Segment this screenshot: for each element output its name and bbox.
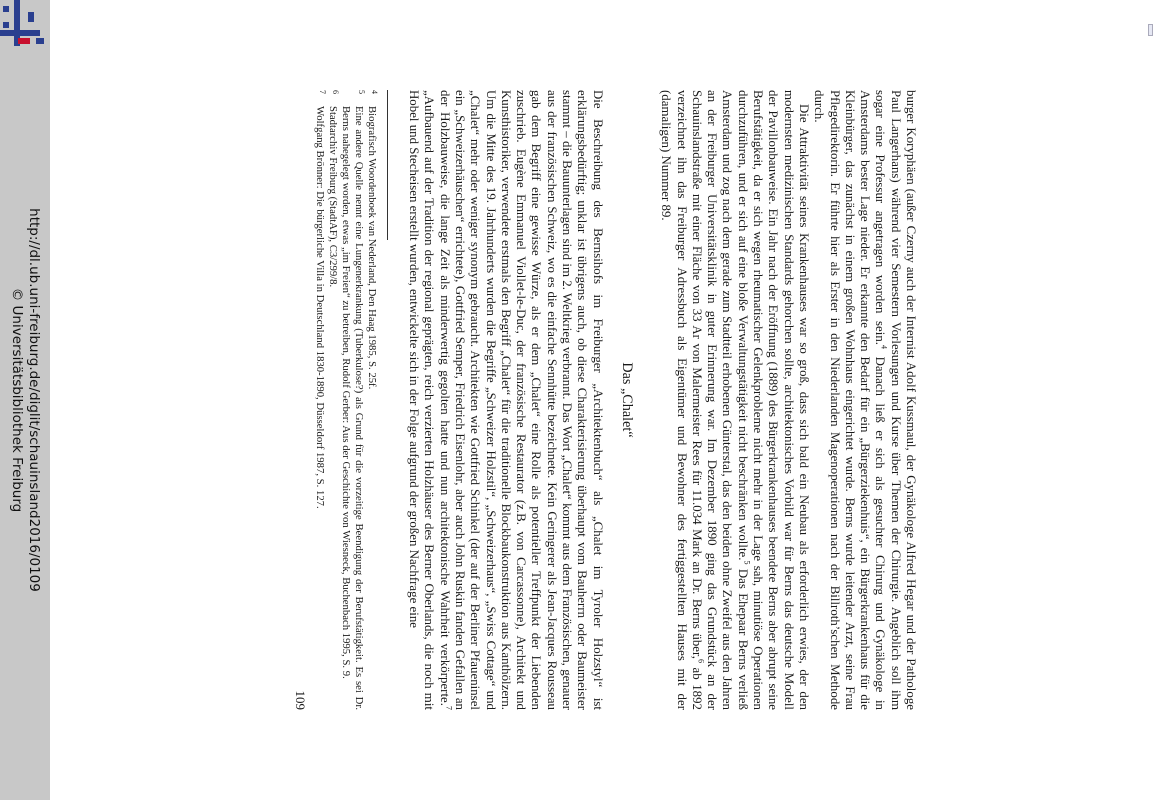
ub-freiburg-logo-icon (0, 0, 50, 60)
side-url-text (8, 208, 42, 592)
side-url-strip (0, 0, 50, 800)
scanned-page (208, 0, 998, 800)
paragraph-2: Die Attraktivität seines Krankenhauses war so groß, dass sich bald ein Neubau als erforderlich erwies, der den modernsten medizinischen Standards gehorchen sollte, architektonisches Vorbild war für Berns das deutsche Modell der Pavillonbauweise. Ein Jahr nach der Eröffnung (1889) des Bürgerkrankenhauses beendete Berns aber abrupt seine Berufstätigkeit, da er sich wegen rheumatischer Gelenkprobleme nicht mehr in der Lage sah, minutiöse Operationen durchzuführen, und er sich auf eine bloße Verwaltungstätigkeit nicht beschränken wollte.$^5$ Das Ehepaar Berns verließ Amsterdam und zog nach dem gerade zum Stadtteil erhobenen Günterstal, das den beiden ohne Zweifel aus den Jahren an der Freiburger Universitätsklinik in guter Erinnerung war. Im Dezember 1890 ging das Grundstück an der Schauinslandstraße mit einer Fläche von 33 Ar von Malermeister Rees für 11.034 Mark an Dr. Berns über,$^6$ ab 1892 verzeichnet ihn das Freiburger Adressbuch als Eigentümer und Bewohner des fertiggestellten Hauses mit der (damaligen) Nummer 89. (659, 90, 811, 710)
page-number: 109 (293, 690, 308, 710)
footnote-separator (387, 90, 388, 240)
copyright-notice: © Universitätsbibliothek Freiburg (9, 287, 25, 513)
paragraph-1: burger Koryphäen (außer Czerny auch der Internist Adolf Kussmaul, der Gynäkologe Alfred Hegar und der Pathologe Paul Langerhans) während vier Semestern Vorlesungen und Kurse über Themen der Chirurgie. Angeblich soll ihm sogar eine Professur angetragen worden sein.$^4$ Danach ließ er sich als gesuchter Chirurg und Gynäkologe in Amsterdams bester Lage nieder. Er erkannte den Bedarf für ein „Bürgerziekenhuis“, ein Bürgerkrankenhaus für die Kleinbürger, das zunächst in einem großen Wohnhaus eingerichtet wurde. Berns wurde leitender Arzt, seine Frau Pflegedirektorin. Er führte hier als Erster in den Niederlanden Magenoperationen nach der Billroth’schen Methode durch. (812, 90, 918, 710)
footnote-6: 6 Stadtarchiv Freiburg (StadtAF), C3/299/8. (327, 90, 341, 288)
diglit-url[interactable]: http://dl.ub.uni-freiburg.de/diglit/schauinsland2016/0109 (26, 208, 42, 592)
footnote-5: 5 Eine andere Quelle nennt eine Lungenerkrankung (Tuberkulose?) als Grund für die vorzeitige Beendigung der Berufstätigkeit. Es sei Dr. Berns nahegelegt worden, etwas „im Freien“ zu betreiben, Rudolf Gerber: Aus der Geschichte von Wiesneck, Buchenbach 1995, S. 9. (339, 90, 366, 710)
corner-marker (1148, 24, 1153, 36)
footnote-7: 7 Wolfgang Brönner: Die bürgerliche Villa in Deutschland 1830-1890, Düsseldorf 1987, S. 127. (314, 90, 328, 509)
paragraph-3: Die Beschreibung des Bernsihofs im Freiburger „Architektenbuch“ als „Chalet im Tyroler Holzstyl“ ist erklärungsbedürftig; unklar ist übrigens auch, ob diese Charakterisierung überhaupt vom Bauherrn oder Baumeister stammt – die Bauunterlagen sind im 2. Weltkrieg verbrannt. Das Wort „Chalet“ kommt aus dem Französischen, genauer aus der französischen Schweiz, wo es die einfache Sennhütte bezeichnete. Kein Geringerer als Jean-Jacques Rousseau gab dem Begriff eine gewisse Würze, als er dem „Chalet“ eine Rolle als potentieller Treffpunkt der Liebenden zuschrieb. Eugène Emmanuel Viollet-le-Duc, der französische Restaurator (z.B. von Carcassonne), Architekt und Kunsthistoriker, verwendete erstmals den Begriff „Chalet“ für die traditionelle Blockbaukonstruktion aus Kanthölzern. Um die Mitte des 19. Jahrhunderts wurden die Begriffe „Schweizer Holzstil“, „Schweizerhaus“, „Swiss Cottage“ und „Chalet“ mehr oder weniger synonym gebraucht. Architekten wie Gottfried Schinkel (der auf der Berliner Pfaueninsel ein „Schweizerhäuschen“ errichtete), Gottfried Semper, Friedrich Eisenlohr, aber auch John Ruskin fanden Gefallen an der Holzbauweise, die lange Zeit als minderwertig gegolten hatte und nun architektonische Wahrheit verkörperte.$^7$ „Aufbauend auf der Tradition der regional geprägten, reich verzierten Holzhäuser des Berner Oberlands, die noch mit Hobel und Stecheisen erstellt wurden, entwickelte sich in der Folge aufgrund der großen Nachfrage eine (407, 90, 605, 710)
page-body (313, 90, 918, 710)
section-heading: Das „Chalet“ (618, 362, 635, 438)
footnote-4: 4 Biografisch Woordenboek van Nederland, Den Haag 1985, S. 25f. (365, 90, 379, 390)
